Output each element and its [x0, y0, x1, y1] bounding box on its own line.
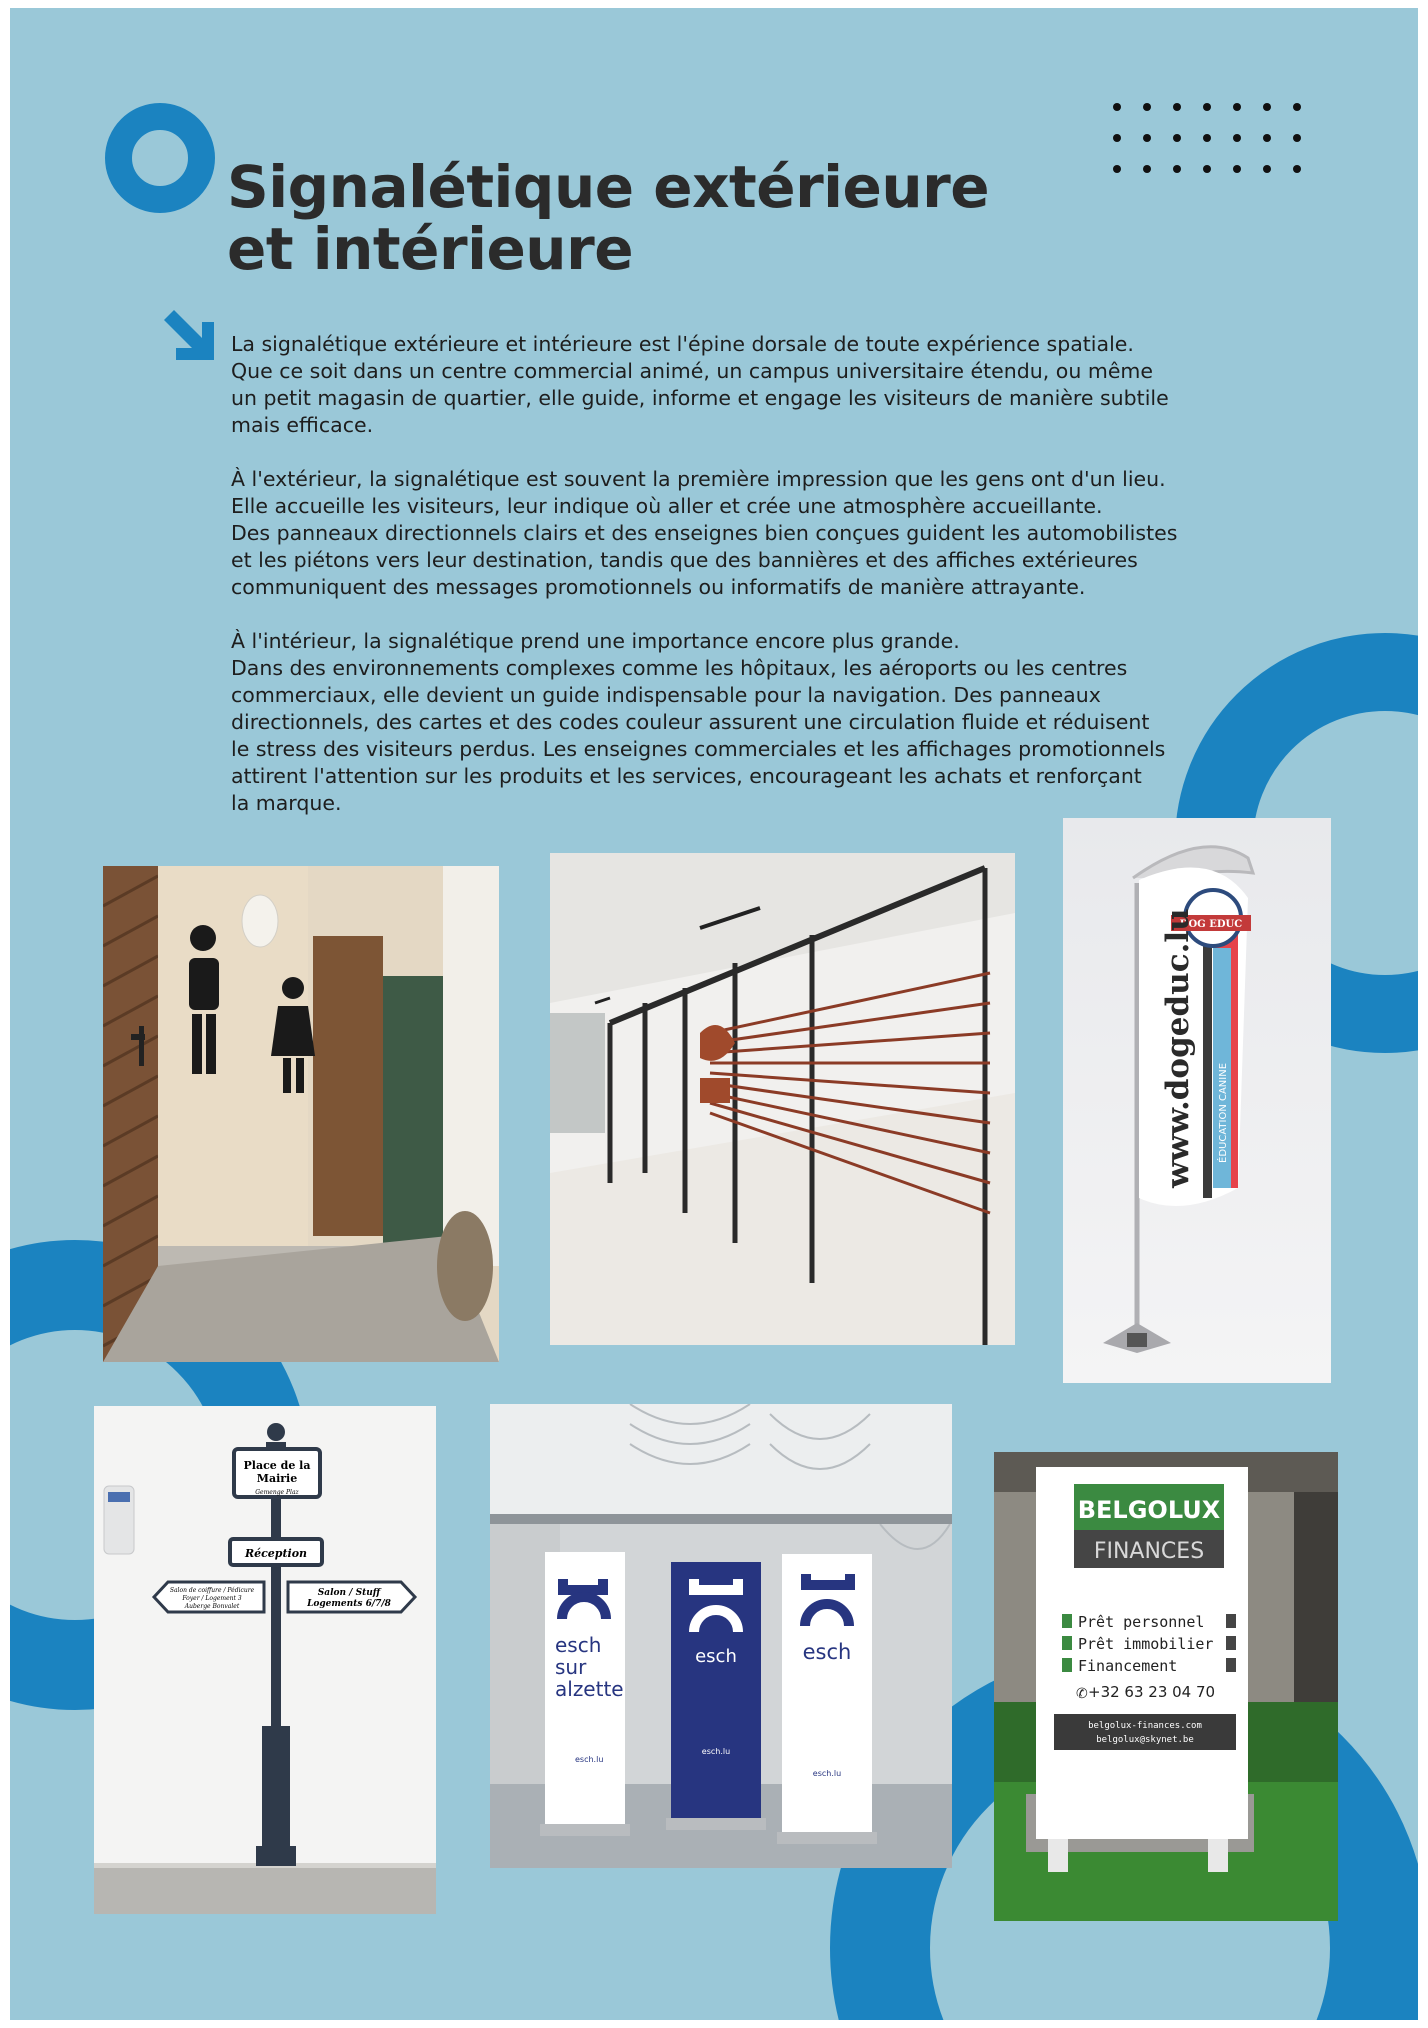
signpost-right-line1: Salon / Stuff — [317, 1588, 381, 1598]
belgolux-line3: Financement — [1078, 1657, 1178, 1675]
flag-brand: DOG EDUC — [1179, 919, 1243, 930]
rollup-3-url: esch.lu — [812, 1769, 842, 1778]
intro-text — [231, 331, 1271, 844]
signpost-top-sub: Gemenge Plaz — [255, 1489, 299, 1496]
belgolux-brand: BELGOLUX — [1077, 1496, 1221, 1524]
signpost-illustration — [94, 1406, 436, 1914]
flag-illustration — [1063, 818, 1331, 1383]
title-line-1: Signalétique extérieure — [227, 153, 990, 221]
rollup-1-text3: alzette — [555, 1677, 624, 1701]
photo-belgolux-panel — [994, 1452, 1338, 1921]
belgolux-line2: Prêt immobilier — [1078, 1635, 1214, 1653]
photo-glass-office — [550, 853, 1015, 1345]
signpost-right-line2: Logements 6/7/8 — [307, 1599, 391, 1609]
glass-office-illustration — [550, 853, 1015, 1345]
rollup-1-text2: sur — [555, 1655, 587, 1679]
arrow-down-right-icon — [162, 308, 220, 366]
signpost-left-line3: Auberge Bonvalet — [184, 1603, 240, 1610]
belgolux-sub: FINANCES — [1093, 1539, 1205, 1564]
phone-icon: ✆ — [1076, 1686, 1088, 1702]
title-line-2: et intérieure — [227, 215, 634, 283]
rollups-illustration — [490, 1404, 952, 1868]
title-ring-icon — [105, 103, 215, 213]
photo-beach-flag — [1063, 818, 1331, 1383]
signpost-middle: Réception — [244, 1547, 308, 1560]
signpost-left-line1: Salon de coiffure / Pédicure — [169, 1587, 255, 1594]
belgolux-email: belgolux@skynet.be — [1096, 1735, 1194, 1745]
rollup-3-text1: esch — [802, 1640, 852, 1664]
belgolux-illustration — [994, 1452, 1338, 1921]
photo-signpost — [94, 1406, 436, 1914]
photo-restroom-signage — [103, 866, 499, 1362]
rollup-2-text1: esch — [695, 1646, 737, 1667]
signpost-top-line2: Mairie — [256, 1472, 298, 1485]
dot-grid-decoration — [1113, 103, 1323, 173]
flag-subtitle: ÉDUCATION CANINE — [1218, 1062, 1229, 1163]
brochure-page — [10, 8, 1418, 2020]
signpost-left-line2: Foyer / Logement 3 — [182, 1595, 242, 1602]
rollup-1-url: esch.lu — [575, 1755, 604, 1764]
paragraph-1: La signalétique extérieure et intérieure est l'épine dorsale de toute expérience spatiale. Que ce soit dans un centre commercial animé, un campus universitaire étendu, ou même un petit magasin de quartier, elle guide, informe et engage les visiteurs de manière subtile mais efficace. — [231, 332, 1169, 437]
photo-rollup-banners — [490, 1404, 952, 1868]
flag-url: www.dogeduc.lu — [1160, 908, 1196, 1188]
paragraph-2: À l'extérieur, la signalétique est souvent la première impression que les gens ont d'un lieu. Elle accueille les visiteurs, leur indique où aller et crée une atmosphère accueillante. Des panneaux directionnels clairs et des enseignes bien conçues guident les automobilistes et les piétons vers leur destination, tandis que des bannières et des affiches extérieures communiquent des messages promotionnels ou informatifs de manière attrayante. — [231, 467, 1178, 599]
rollup-1-text1: esch — [555, 1633, 602, 1657]
belgolux-web: belgolux-finances.com — [1088, 1721, 1202, 1731]
signpost-top-line1: Place de la — [243, 1459, 311, 1472]
rollup-2-url: esch.lu — [701, 1747, 731, 1756]
belgolux-phone: +32 63 23 04 70 — [1088, 1683, 1216, 1701]
belgolux-line1: Prêt personnel — [1078, 1613, 1205, 1631]
paragraph-3: À l'intérieur, la signalétique prend une importance encore plus grande. Dans des environnements complexes comme les hôpitaux, les aéroports ou les centres commerciaux, elle devient un guide indispensable pour la navigation. Des panneaux directionnels, des cartes et des codes couleur assurent une circulation fluide et réduisent le stress des visiteurs perdus. Les enseignes commerciales et les affichages promotionnels attirent l'attention sur les produits et les services, encourageant les achats et renforçant la marque. — [231, 629, 1166, 815]
restroom-illustration — [103, 866, 499, 1362]
page-title — [227, 153, 990, 283]
